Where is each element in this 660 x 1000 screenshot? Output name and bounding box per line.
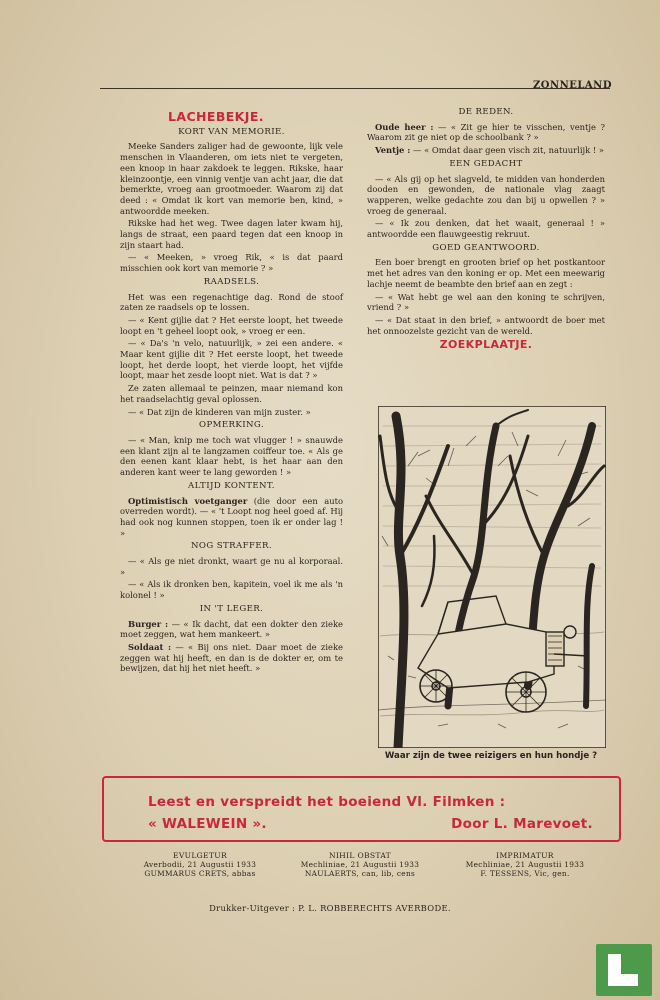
approval-heading: IMPRIMATUR — [496, 851, 554, 860]
paragraph-text: — « Ik dacht, dat een dokter den zieke moet zeggen, wat hem mankeert. » — [120, 618, 343, 640]
paragraph: — « Meeken, » vroeg Rik, « is dat paard misschien ook kort van memorie ? » — [120, 252, 343, 274]
section-heading: NOG STRAFFER. — [190, 541, 273, 552]
advert-line: Leest en verspreidt het boeiend Vl. Filmken : — [148, 794, 506, 810]
paragraph: — « Dat zijn de kinderen van mijn zuster. » — [128, 406, 311, 417]
approval-line: NAULAERTS, can, lib, cens — [304, 869, 416, 878]
paragraph: — « Als gij op het slagveld, te midden van honderden dooden en gewonden, de nationale vlag zaagt wapperen, welke gedachte zou dan bij u opwellen ? » vroeg de generaal. — [367, 173, 605, 216]
paragraph — [367, 122, 605, 143]
section-heading: RAADSELS. — [203, 276, 260, 287]
approval-line: Averbodii, 21 Augustii 1933 — [143, 860, 257, 869]
advert-author: Door L. Marevoet. — [451, 816, 593, 832]
section-heading: DE REDEN. — [458, 107, 514, 117]
left-column — [120, 109, 343, 676]
section-heading: IN 'T LEGER. — [199, 603, 264, 614]
paragraph — [120, 642, 343, 674]
paragraph: Meeke Sanders zaliger had de gewoonte, lijk vele menschen in Vlaanderen, om iets niet te vergeten, een knoop in haar zakdoek te leggen. Rikske, haar kleinzoontje, een vinnig ventje van acht jaar, die dat bemerkte, vroeg aan grootmoeder. Waarom zij dat deed : « Omdat ik kort van memorie ben, kind, » antwoordde meeken. — [120, 141, 343, 216]
puzzle-title: ZOEKPLAATJE. — [439, 338, 533, 352]
paragraph: — « Da's 'n velo, natuurlijk, » zei een andere. « Maar kent gijlie dit ? Het eerste loopt, het tweede loopt, het derde loopt, het vierde loopt, het vijfde loopt, maar het zesde loopt niet. Wat is dat ? » — [120, 338, 343, 381]
logo-cutout — [621, 954, 638, 974]
advert-film-title: « WALEWEIN ». — [148, 816, 267, 832]
paragraph: Rikske had het weg. Twee dagen later kwam hij, langs de straat, een paard tegen dat een knoop in zijn staart had. — [120, 218, 343, 250]
section-heading: GOED GEANTWOORD. — [432, 242, 540, 253]
approval-line: GUMMARUS CRETS, abbas — [144, 869, 256, 878]
advert-box — [102, 776, 621, 842]
paragraph-text: — « Omdat daar geen visch zit, natuurlijk ! » — [410, 145, 605, 156]
paragraph: — « Ik zou denken, dat het waait, generaal ! » antwoordde een flauwgeestig rekruut. — [367, 218, 605, 240]
puzzle-caption: Waar zijn de twee reizigers en hun hondje ? — [384, 751, 598, 761]
section-heading: KORT VAN MEMORIE. — [178, 126, 285, 137]
column-title: LACHEBEKJE. — [168, 109, 264, 124]
approval-block — [130, 851, 270, 878]
paragraph: — « Wat hebt ge wel aan den koning te schrijven, vriend ? » — [367, 291, 605, 313]
section-heading: OPMERKING. — [199, 420, 264, 431]
paragraph: — « Dat staat in den brief, » antwoordt de boer met het onnoozelste gezicht van de wereld. — [367, 314, 605, 336]
paragraph-text: — « Zit ge hier te visschen, ventje ? Waarom zit ge niet op de schoolbank ? » — [367, 121, 606, 143]
approval-line: Mechliniae, 21 Augustii 1933 — [300, 860, 420, 869]
paragraph: — « Kent gijlie dat ? Het eerste loopt, het tweede loopt en 't geheel loopt ook, » vroeg er een. — [120, 314, 343, 336]
approval-heading: NIHIL OBSTAT — [328, 851, 392, 860]
approval-line: F. TESSENS, Vic, gen. — [480, 869, 570, 878]
approval-line: Mechliniae, 21 Augustii 1933 — [465, 860, 585, 869]
paragraph: — « Man, knip me toch wat vlugger ! » snauwde een klant zijn al te langzamen coiffeur toe. « Als ge den eenen kant klaar hebt, is het haar aan den anderen kant weer te lang geworden ! » — [120, 434, 343, 478]
section-heading: ALTIJD KONTENT. — [188, 480, 275, 491]
paragraph: — « Als ge niet dronkt, waart ge nu al korporaal. » — [120, 556, 343, 577]
magazine-title: ZONNELAND — [532, 80, 612, 91]
speaker-label: Oude heer : — [375, 121, 434, 132]
paragraph: — « Als ik dronken ben, kapitein, voel ik me als 'n kolonel ! » — [120, 579, 343, 601]
speaker-label: Burger : — [128, 618, 169, 629]
paragraph — [120, 619, 343, 640]
approval-block — [450, 851, 600, 878]
speaker-label: Soldaat : — [128, 641, 172, 652]
paragraph: Het was een regenachtige dag. Rond de stoof zaten ze raadsels op te lossen. — [120, 291, 343, 313]
right-column — [367, 107, 606, 354]
paragraph-text: — « Bij ons niet. Daar moet de zieke zeggen wat hij heeft, en dan is de dokter er, om te bewijzen, dat hij het niet heeft. » — [120, 641, 343, 674]
puzzle-illustration — [378, 406, 606, 748]
approval-block — [282, 851, 438, 878]
paragraph — [367, 145, 605, 156]
approval-heading: EVULGETUR — [173, 851, 227, 860]
speaker-label: Ventje : — [375, 145, 411, 156]
section-heading: EEN GEDACHT — [449, 158, 523, 169]
printer-line: Drukker-Uitgever : P. L. ROBBERECHTS AVERBODE. — [209, 903, 451, 913]
speaker-label: Optimistisch voetganger — [128, 495, 248, 506]
lastdodo-logo-icon[interactable] — [596, 944, 652, 996]
paragraph: Ze zaten allemaal te peinzen, maar niemand kon het raadselachtig geval oplossen. — [120, 383, 343, 404]
paragraph: Een boer brengt en grooten brief op het postkantoor met het adres van den koning er op. Met een meewarig lachje neemt de beambte den brief aan en zegt : — [367, 257, 605, 289]
paragraph — [120, 496, 343, 539]
paragraph-text: (die door een auto overreden wordt). — « 't Loopt nog heel goed af. Hij had ook nog kunnen stoppen, toen ik er onder lag ! » — [120, 495, 343, 538]
